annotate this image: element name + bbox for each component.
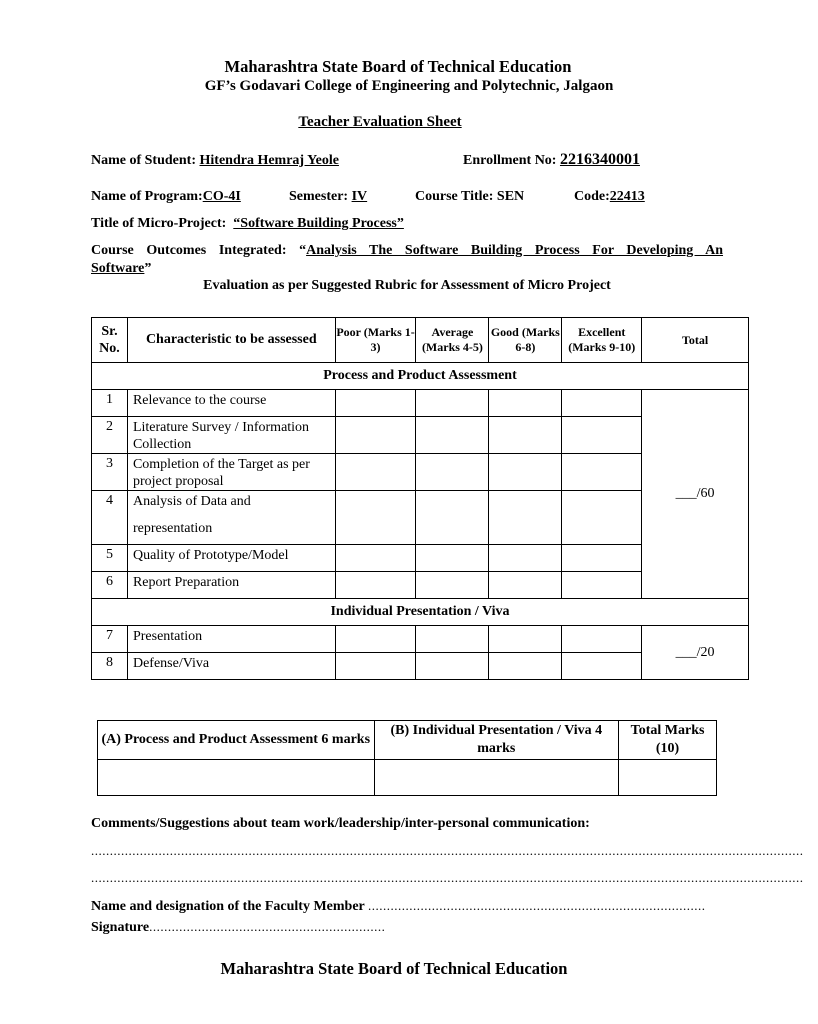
faculty-row [91,897,706,915]
mark-cell[interactable] [335,572,416,599]
row-number: 2 [92,417,128,454]
semester-label: Semester: [289,189,352,204]
mark-cell[interactable] [335,545,416,572]
mark-cell[interactable] [335,653,416,680]
mark-cell[interactable] [416,626,489,653]
student-name-row [91,153,339,169]
summary-value-row [98,760,717,796]
section-row [92,599,749,626]
mark-cell[interactable] [489,390,562,417]
project-title-label: Title of Micro-Project: [91,216,227,231]
comments-label: Comments/Suggestions about team work/leadership/inter-personal communication: [91,816,590,831]
row-characteristic: Literature Survey / Information Collection [127,417,335,454]
program-label: Name of Program: [91,189,203,204]
row-number: 1 [92,390,128,417]
program-row [91,189,241,205]
evaluation-heading: Evaluation as per Suggested Rubric for Assessment of Micro Project [203,278,611,293]
row-number: 6 [92,572,128,599]
enrollment-value: 2216340001 [559,151,640,168]
course-outcomes-line1 [91,243,723,259]
header-poor: Poor (Marks 1- 3) [335,318,416,363]
code-label: Code: [574,189,610,204]
mark-cell[interactable] [416,390,489,417]
summary-a-cell[interactable] [98,760,375,796]
mark-cell[interactable] [562,390,642,417]
college-name: GF’s Godavari College of Engineering and Polytechnic, Jalgaon [204,78,614,94]
board-title: Maharashtra State Board of Technical Education [224,57,572,76]
comments-dots-line2[interactable]: .............................................................................................................................................................................................. [91,870,804,885]
header-sr-no: Sr. No. [92,318,128,363]
row-characteristic: Report Preparation [127,572,335,599]
mark-cell[interactable] [489,653,562,680]
mark-cell[interactable] [562,454,642,491]
mark-cell[interactable] [416,454,489,491]
row-number: 3 [92,454,128,491]
sheet-title: Teacher Evaluation Sheet [298,114,462,130]
outcomes-close: ” [144,261,152,276]
mark-cell[interactable] [335,454,416,491]
row-number: 4 [92,491,128,545]
mark-cell[interactable] [416,572,489,599]
header-total: Total [642,318,749,363]
project-title-value: “Software Building Process” [233,216,404,231]
mark-cell[interactable] [335,417,416,454]
row-characteristic [127,491,335,545]
header-characteristic: Characteristic to be assessed [127,318,335,363]
code-value: 22413 [609,189,645,204]
bottom-board-title: Maharashtra State Board of Technical Education [220,959,568,978]
project-title-row [91,216,404,232]
row-number: 8 [92,653,128,680]
mark-cell[interactable] [416,491,489,545]
mark-cell[interactable] [489,417,562,454]
summary-table [97,720,717,796]
section-presentation-viva: Individual Presentation / Viva [92,599,749,626]
summary-col-total: Total Marks (10) [619,721,717,760]
mark-cell[interactable] [489,572,562,599]
mark-cell[interactable] [562,417,642,454]
enrollment-label: Enrollment No: [463,153,560,168]
mark-cell[interactable] [562,572,642,599]
mark-cell[interactable] [562,491,642,545]
summary-b-cell[interactable] [374,760,619,796]
mark-cell[interactable] [489,454,562,491]
faculty-dots[interactable]: .......................................................................................... [368,898,706,913]
row4-line1: Analysis of Data and [132,494,251,509]
semester-value: IV [351,189,368,204]
outcomes-value-2: Software [91,261,145,276]
mark-cell[interactable] [416,417,489,454]
summary-col-a: (A) Process and Product Assessment 6 marks [98,721,375,760]
row-characteristic: Relevance to the course [127,390,335,417]
section-process-product: Process and Product Assessment [92,363,749,390]
row-number: 7 [92,626,128,653]
header-good: Good (Marks 6-8) [489,318,562,363]
faculty-label: Name and designation of the Faculty Member [91,899,368,914]
mark-cell[interactable] [562,545,642,572]
program-value: CO-4I [202,189,241,204]
rubric-header-row [92,318,749,363]
row4-line2: representation [132,521,213,536]
row-characteristic: Quality of Prototype/Model [127,545,335,572]
mark-cell[interactable] [416,545,489,572]
signature-dots[interactable]: ............................................................... [149,919,386,934]
section-row [92,363,749,390]
course-title: Course Title: SEN [415,189,525,204]
student-name-label: Name of Student: [91,153,200,168]
outcomes-value-1: Analysis The Software Building Process For Developing An [306,243,724,258]
student-name-value: Hitendra Hemraj Yeole [199,153,339,168]
mark-cell[interactable] [335,491,416,545]
row-characteristic: Completion of the Target as per project proposal [127,454,335,491]
signature-label: Signature [91,920,150,935]
mark-cell[interactable] [489,491,562,545]
course-outcomes-line2 [91,261,151,277]
table-row [92,626,749,653]
mark-cell[interactable] [489,545,562,572]
signature-row [91,918,385,936]
header-excellent: Excellent (Marks 9-10) [562,318,642,363]
mark-cell[interactable] [562,626,642,653]
summary-header-row [98,721,717,760]
mark-cell[interactable] [335,626,416,653]
mark-cell[interactable] [335,390,416,417]
enrollment-row [463,151,640,169]
total-process-product: ___/60 [642,390,749,599]
row-number: 5 [92,545,128,572]
row-characteristic: Presentation [127,626,335,653]
summary-total-cell[interactable] [619,760,717,796]
semester-row [289,189,367,205]
mark-cell[interactable] [562,653,642,680]
summary-col-b: (B) Individual Presentation / Viva 4 marks [374,721,619,760]
outcomes-label: Course Outcomes Integrated: “ [91,243,307,258]
comments-dots-line1[interactable]: .............................................................................................................................................................................................. [91,843,804,858]
table-row [92,390,749,417]
row-characteristic: Defense/Viva [127,653,335,680]
mark-cell[interactable] [489,626,562,653]
code-row [574,189,645,205]
header-average: Average (Marks 4-5) [416,318,489,363]
rubric-table [91,317,749,680]
mark-cell[interactable] [416,653,489,680]
total-presentation-viva: ___/20 [642,626,749,680]
